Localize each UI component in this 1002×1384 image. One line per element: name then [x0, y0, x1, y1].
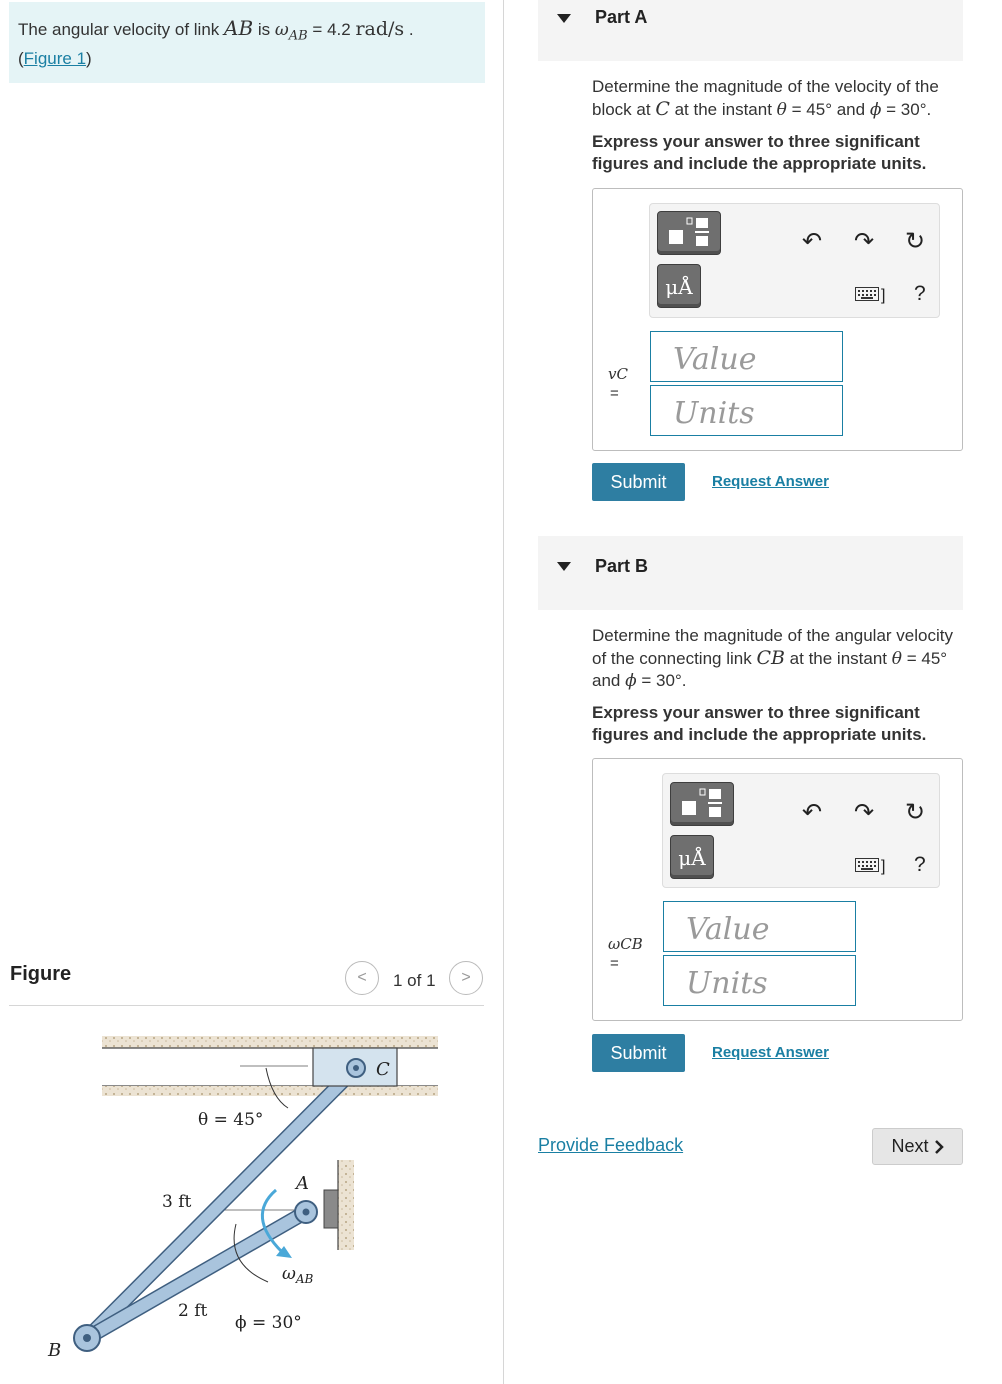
keyboard-icon[interactable] — [855, 285, 879, 309]
omega-ab-symbol: ω — [282, 1264, 296, 1284]
part-a-answer-box — [592, 188, 963, 451]
provide-feedback-link[interactable]: Provide Feedback — [538, 1135, 684, 1155]
redo-icon[interactable]: ↷ — [854, 228, 875, 255]
part-a-value-input[interactable] — [650, 331, 843, 382]
figure-divider — [9, 1005, 484, 1006]
undo-icon[interactable]: ↶ — [802, 799, 823, 826]
figure-link[interactable]: Figure 1 — [23, 49, 87, 69]
collapse-triangle-icon — [557, 14, 571, 23]
part-b-request-answer-link[interactable]: Request Answer — [712, 1044, 829, 1061]
omega-value: = 4.2 — [307, 20, 356, 39]
part-a-theta-value: = 45° — [786, 100, 832, 119]
part-b-question-link: of the connecting link — [592, 649, 757, 668]
pin-bracket — [324, 1190, 338, 1228]
part-a-equals: = — [610, 385, 619, 402]
part-b-header[interactable] — [538, 536, 963, 610]
problem-text-mid: is — [253, 20, 275, 39]
problem-text-prefix: The angular velocity of link — [18, 20, 224, 39]
redo-icon[interactable]: ↷ — [854, 799, 875, 826]
omega-ab-subscript: AB — [295, 1272, 314, 1286]
link-cb — [87, 1068, 356, 1338]
part-a-submit-button[interactable]: Submit — [592, 463, 685, 501]
part-b-question — [592, 625, 964, 692]
figure-heading: Figure — [10, 963, 72, 985]
part-b-answer-box — [592, 758, 963, 1021]
undo-icon[interactable]: ↶ — [802, 228, 823, 255]
part-b-units-input[interactable] — [663, 955, 856, 1006]
part-a-theta: θ — [776, 100, 787, 120]
length-2ft-label: 2 ft — [178, 1301, 208, 1321]
bottom-ground — [102, 1086, 438, 1096]
part-a-title: Part A — [595, 7, 648, 27]
keyboard-glyph — [855, 858, 879, 872]
pin-b-center — [83, 1334, 91, 1342]
help-icon[interactable]: ? — [914, 853, 926, 876]
part-a-math-toolbar — [649, 203, 940, 318]
part-b-theta-value: = 45° — [902, 649, 948, 668]
phi-label: ϕ = 30° — [235, 1313, 302, 1333]
column-divider — [503, 0, 504, 1384]
label-b: B — [48, 1340, 62, 1361]
keyboard-icon[interactable] — [855, 856, 879, 880]
units-icon[interactable]: μÅ — [657, 264, 701, 308]
problem-statement — [18, 17, 414, 70]
part-a-phi: ϕ — [869, 100, 882, 120]
chevron-right-icon: > — [461, 969, 471, 986]
problem-period: . — [404, 20, 414, 39]
wall — [338, 1160, 354, 1250]
figure-paren-close: ) — [86, 49, 92, 69]
chevron-left-icon: < — [357, 969, 367, 986]
prev-figure-button[interactable] — [345, 961, 379, 995]
theta-label: θ = 45° — [198, 1110, 264, 1130]
part-a-variable-label: vC — [608, 365, 628, 383]
part-a-header[interactable] — [538, 0, 963, 61]
part-b-question-instant: at the instant — [784, 649, 892, 668]
templates-glyph — [658, 212, 722, 256]
part-a-request-answer-link[interactable]: Request Answer — [712, 473, 829, 490]
part-a-period: . — [926, 100, 932, 119]
length-3ft-label: 3 ft — [162, 1192, 192, 1212]
label-a: A — [296, 1173, 309, 1194]
part-a-and: and — [832, 100, 870, 119]
part-a-question-line1: Determine the magnitude of the velocity of the — [592, 77, 939, 96]
pin-c-center — [353, 1065, 359, 1071]
omega-subscript: AB — [288, 28, 308, 44]
part-b-submit-button[interactable]: Submit — [592, 1034, 685, 1072]
part-a-instruction: Express your answer to three significant figures and include the appropriate units. — [592, 132, 927, 173]
part-a-question-instant: at the instant — [669, 100, 777, 119]
next-figure-button[interactable] — [449, 961, 483, 995]
omega-units: rad/s — [355, 18, 405, 40]
figure-paren-open: ( — [18, 49, 24, 69]
figure-pager-text: 1 of 1 — [393, 971, 436, 990]
part-b-instruction: Express your answer to three significant figures and include the appropriate units. — [592, 703, 927, 744]
keyboard-bracket: ] — [881, 287, 886, 304]
part-b-var-cb: CB — [756, 647, 785, 669]
part-b-question-line1: Determine the magnitude of the angular velocity — [592, 626, 953, 645]
templates-glyph — [671, 783, 735, 827]
help-icon[interactable]: ? — [914, 282, 926, 305]
part-b-period: . — [681, 671, 687, 690]
mechanism-diagram — [40, 1020, 460, 1370]
part-b-equals: = — [610, 955, 619, 972]
next-label: Next — [891, 1136, 929, 1156]
label-c: C — [376, 1059, 390, 1080]
units-icon[interactable]: μÅ — [670, 835, 714, 879]
part-b-theta: θ — [891, 649, 902, 669]
part-a-var-c: C — [655, 98, 670, 120]
part-a-units-input[interactable] — [650, 385, 843, 436]
keyboard-glyph — [855, 287, 879, 301]
part-b-phi: ϕ — [625, 671, 637, 691]
top-ground — [102, 1036, 438, 1048]
part-b-value-input[interactable] — [663, 901, 856, 952]
pin-a-center — [303, 1209, 310, 1216]
part-a-question-block: block at — [592, 100, 656, 119]
reset-icon[interactable]: ↻ — [905, 228, 926, 255]
part-b-math-toolbar — [662, 773, 940, 888]
part-a-question — [592, 76, 964, 121]
part-b-phi-value: = 30° — [636, 671, 682, 690]
templates-icon[interactable] — [657, 211, 721, 255]
reset-icon[interactable]: ↻ — [905, 799, 926, 826]
templates-icon[interactable] — [670, 782, 734, 826]
chevron-right-icon — [934, 1140, 944, 1154]
collapse-triangle-icon — [557, 562, 571, 571]
part-b-title: Part B — [595, 556, 649, 576]
omega-ab-label — [282, 1264, 314, 1286]
link-ab-symbol: AB — [224, 16, 254, 40]
keyboard-bracket: ] — [881, 858, 886, 875]
part-b-and: and — [592, 671, 626, 690]
part-b-variable-label: ωCB — [608, 935, 643, 953]
omega-symbol: ω — [274, 20, 289, 40]
next-button[interactable] — [872, 1128, 963, 1165]
part-a-phi-value: = 30° — [881, 100, 927, 119]
